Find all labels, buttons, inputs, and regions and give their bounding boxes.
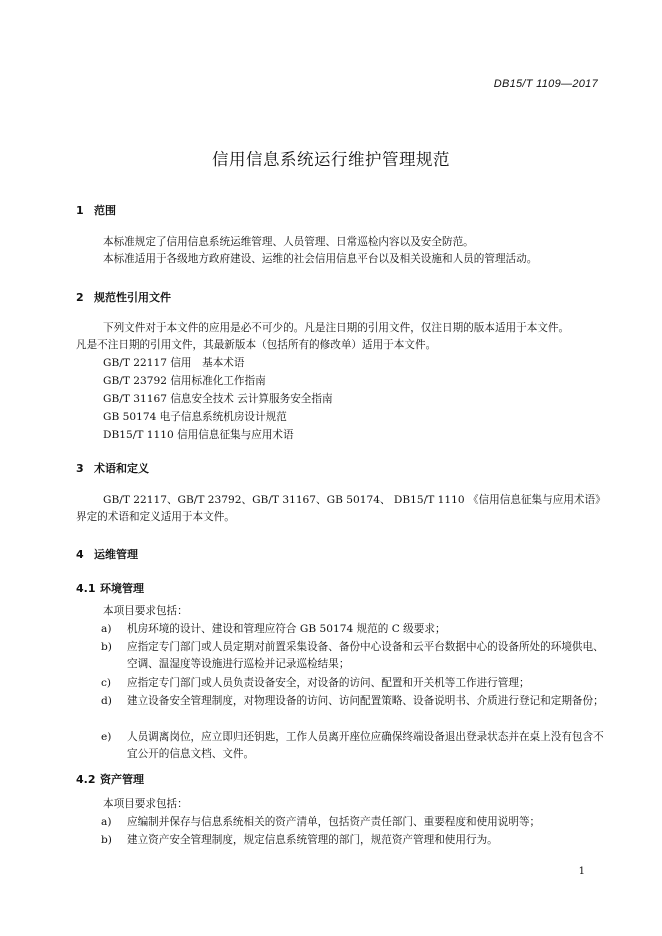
section-3-paragraph: GB/T 22117、GB/T 23792、GB/T 31167、GB 50174、 DB15/T 1110 《信用信息征集与应用术语》 (103, 494, 606, 506)
reference-item: GB/T 31167 信息安全技术 云计算服务安全指南 (103, 393, 333, 405)
section-1-title: 范围 (94, 204, 116, 217)
list-item (101, 832, 605, 849)
list-item (101, 675, 605, 692)
list-item (101, 639, 605, 673)
section-4-title: 运维管理 (94, 548, 138, 561)
section-1-number: 1 (76, 204, 84, 217)
list-item-text: 建立资产安全管理制度，规定信息系统管理的部门，规范资产管理和使用行为。 (127, 834, 498, 846)
subsection-4-2-intro: 本项目要求包括： (103, 798, 188, 810)
section-4-number: 4 (76, 548, 84, 561)
list-item-text: 人员调离岗位，应立即归还钥匙，工作人员离开座位应确保终端设备退出登录状态并在桌上没有包含不宜公开的信息文档、文件。 (127, 731, 604, 760)
section-2-heading (76, 289, 171, 305)
list-item (101, 814, 605, 831)
list-item-text: 应指定专门部门或人员负责设备安全，对设备的访问、配置和开关机等工作进行管理； (127, 677, 530, 689)
list-item-text: 建立设备安全管理制度，对物理设备的访问、访问配置策略、设备说明书、介质进行登记和定期备份； (127, 695, 604, 707)
list-item-text: 应指定专门部门或人员定期对前置采集设备、备份中心设备和云平台数据中心的设备所处的环境供电、空调、温湿度等设施进行巡检并记录巡检结果； (127, 641, 604, 670)
section-3-number: 3 (76, 462, 84, 475)
reference-item: DB15/T 1110 信用信息征集与应用术语 (103, 429, 294, 441)
reference-item: GB/T 23792 信用标准化工作指南 (103, 375, 266, 387)
list-marker: e) (101, 731, 112, 743)
subsection-4-2-heading (76, 771, 144, 787)
section-2-title: 规范性引用文件 (94, 291, 171, 304)
reference-item: GB 50174 电子信息系统机房设计规范 (103, 411, 287, 423)
section-2-intro: 下列文件对于本文件的应用是必不可少的。凡是注日期的引用文件，仅注日期的版本适用于本文件。 (103, 322, 570, 334)
list-marker: c) (101, 677, 112, 689)
list-item-text: 应编制并保存与信息系统相关的资产清单，包括资产责任部门、重要程度和使用说明等； (127, 816, 541, 828)
subsection-4-1-title: 环境管理 (100, 582, 144, 595)
section-2-intro: 凡是不注日期的引用文件，其最新版本（包括所有的修改单）适用于本文件。 (76, 339, 437, 351)
subsection-4-1-number: 4.1 (76, 582, 96, 595)
subsection-4-2-title: 资产管理 (100, 773, 144, 786)
list-marker: d) (101, 695, 112, 707)
list-marker: b) (101, 641, 112, 653)
section-2-number: 2 (76, 291, 84, 304)
reference-item: GB/T 22117 信用 基本术语 (103, 357, 245, 369)
page-number: 1 (578, 866, 585, 877)
subsection-4-1-heading (76, 580, 144, 596)
list-item (101, 621, 605, 638)
list-marker: a) (101, 623, 112, 635)
section-3-paragraph: 界定的术语和定义适用于本文件。 (76, 511, 235, 523)
list-item (101, 693, 605, 710)
section-1-heading (76, 202, 116, 218)
section-3-heading (76, 460, 149, 476)
section-3-title: 术语和定义 (94, 462, 149, 475)
list-item (101, 729, 605, 763)
list-marker: a) (101, 816, 112, 828)
section-4-heading (76, 546, 138, 562)
section-1-paragraph: 本标准适用于各级地方政府建设、运维的社会信用信息平台以及相关设施和人员的管理活动。 (103, 253, 538, 265)
list-item-text: 机房环境的设计、建设和管理应符合 GB 50174 规范的 C 级要求； (127, 623, 446, 635)
document-title: 信用信息系统运行维护管理规范 (212, 150, 450, 169)
section-1-paragraph: 本标准规定了信用信息系统运维管理、人员管理、日常巡检内容以及安全防范。 (103, 236, 474, 248)
standard-number: DB15/T 1109—2017 (493, 78, 598, 90)
list-marker: b) (101, 834, 112, 846)
subsection-4-1-intro: 本项目要求包括： (103, 605, 188, 617)
subsection-4-2-number: 4.2 (76, 773, 96, 786)
